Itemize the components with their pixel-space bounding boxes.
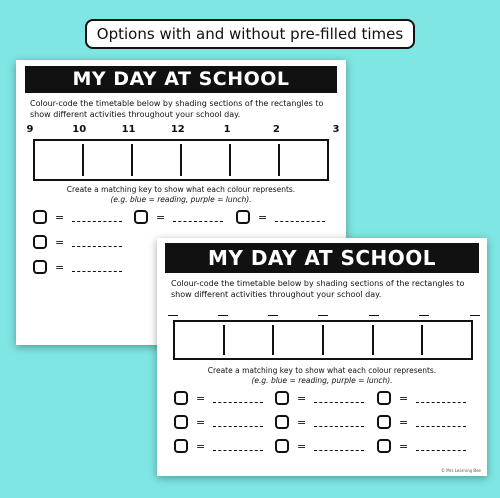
blank-time [369, 315, 379, 316]
key-row [377, 415, 466, 429]
equals-sign: = [399, 415, 409, 429]
answer-line [416, 394, 466, 403]
equals-sign: = [55, 210, 65, 224]
colour-box [377, 439, 391, 453]
key-row [275, 391, 364, 405]
colour-box [275, 391, 289, 405]
blank-time [419, 315, 429, 316]
worksheet-instructions: Colour-code the timetable below by shading sections of the rectangles to show different activities throughout your school day. [30, 99, 324, 119]
time-label: 2 [272, 124, 280, 135]
timetable-segment [423, 325, 471, 355]
time-label: 9 [26, 124, 34, 135]
colour-box [174, 439, 188, 453]
equals-sign: = [297, 391, 307, 405]
equals-sign: = [258, 210, 268, 224]
time-label: 3 [332, 124, 340, 135]
answer-line [213, 394, 263, 403]
time-label: 11 [121, 124, 136, 135]
key-row [275, 415, 364, 429]
answer-line [314, 442, 364, 451]
blank-time [168, 315, 178, 316]
equals-sign: = [55, 235, 65, 249]
answer-line [213, 442, 263, 451]
banner-text: Options with and without pre-filled times [96, 25, 404, 43]
equals-sign: = [399, 439, 409, 453]
key-instruction [157, 366, 487, 386]
key-row [377, 391, 466, 405]
colour-box [174, 391, 188, 405]
timetable-segment [225, 325, 275, 355]
colour-box [377, 415, 391, 429]
equals-sign: = [196, 391, 206, 405]
blank-time [268, 315, 278, 316]
time-labels [26, 124, 340, 138]
answer-line [72, 213, 122, 222]
time-label: 10 [72, 124, 87, 135]
answer-line [213, 418, 263, 427]
worksheet-without-times [157, 238, 487, 476]
key-row [134, 210, 223, 224]
colour-box [275, 439, 289, 453]
key-row [174, 415, 263, 429]
timetable-segment [274, 325, 324, 355]
key-instruction-text: Create a matching key to show what each colour represents. [207, 366, 437, 375]
options-banner [85, 19, 415, 49]
colour-box [236, 210, 250, 224]
timetable-segment [280, 144, 327, 176]
key-instruction [16, 185, 346, 205]
timetable-segment [175, 325, 225, 355]
timetable-segment [84, 144, 133, 176]
blank-time [218, 315, 228, 316]
colour-box [33, 235, 47, 249]
answer-line [72, 238, 122, 247]
timetable-segment [133, 144, 182, 176]
time-label: 12 [170, 124, 185, 135]
worksheet-title: MY DAY AT SCHOOL [25, 66, 337, 93]
key-row [236, 210, 325, 224]
colour-box [33, 210, 47, 224]
worksheet-title: MY DAY AT SCHOOL [165, 243, 479, 273]
answer-line [314, 418, 364, 427]
timetable-bar [173, 320, 473, 360]
key-row [174, 391, 263, 405]
equals-sign: = [196, 439, 206, 453]
answer-line [72, 263, 122, 272]
blank-time [470, 315, 480, 316]
equals-sign: = [399, 391, 409, 405]
colour-box [33, 260, 47, 274]
timetable-segment [35, 144, 84, 176]
equals-sign: = [196, 415, 206, 429]
key-row [33, 260, 122, 274]
key-row [377, 439, 466, 453]
equals-sign: = [297, 439, 307, 453]
equals-sign: = [55, 260, 65, 274]
credit-text: © Mrs Learning Bee [440, 468, 481, 473]
timetable-bar [33, 139, 329, 181]
key-row [33, 235, 122, 249]
answer-line [416, 418, 466, 427]
key-example: (e.g. blue = reading, purple = lunch). [251, 376, 393, 385]
timetable-segment [182, 144, 231, 176]
key-row [275, 439, 364, 453]
equals-sign: = [297, 415, 307, 429]
colour-box [174, 415, 188, 429]
timetable-segment [324, 325, 374, 355]
key-row [33, 210, 122, 224]
answer-line [314, 394, 364, 403]
answer-line [275, 213, 325, 222]
answer-line [416, 442, 466, 451]
colour-box [275, 415, 289, 429]
timetable-segment [231, 144, 280, 176]
colour-box [377, 391, 391, 405]
key-instruction-text: Create a matching key to show what each colour represents. [66, 185, 296, 194]
timetable-segment [374, 325, 424, 355]
key-example: (e.g. blue = reading, purple = lunch). [110, 195, 252, 204]
answer-line [173, 213, 223, 222]
colour-box [134, 210, 148, 224]
time-label: 1 [223, 124, 231, 135]
key-row [174, 439, 263, 453]
worksheet-instructions: Colour-code the timetable below by shading sections of the rectangles to show different activities throughout your school day. [171, 279, 465, 299]
blank-time-labels [173, 306, 475, 318]
equals-sign: = [156, 210, 166, 224]
blank-time [318, 315, 328, 316]
